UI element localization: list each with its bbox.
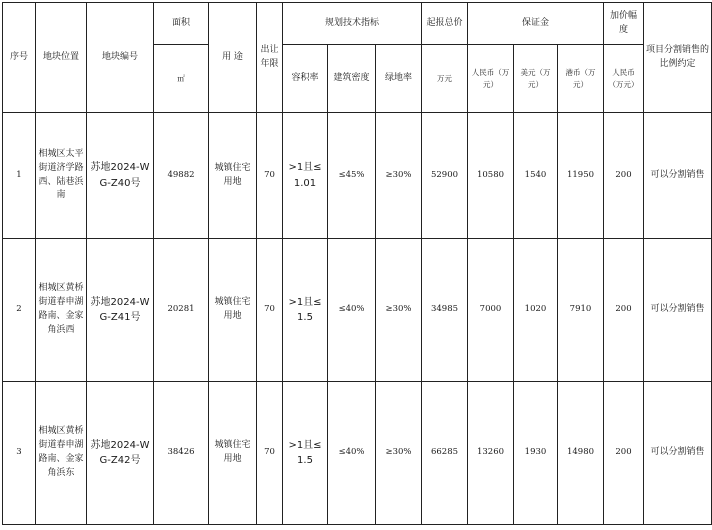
row-density: ≤45% (328, 113, 376, 239)
row-density: ≤40% (328, 239, 376, 382)
row-deposit-hkd: 11950 (558, 113, 604, 239)
header-row-1 (3, 3, 712, 45)
row-area: 20281 (154, 239, 209, 382)
header-increment: 加价幅度 (604, 3, 644, 45)
row-deposit-rmb: 7000 (468, 239, 514, 382)
row-split-sale: 可以分割销售 (644, 113, 712, 239)
header-tech-indicators: 规划技术指标 (283, 3, 422, 45)
row-parcel-no: 苏地2024-WG-Z42号 (87, 382, 154, 525)
row-term: 70 (257, 113, 283, 239)
header-area-unit: ㎡ (154, 45, 209, 113)
row-term: 70 (257, 382, 283, 525)
row-start-price: 66285 (422, 382, 468, 525)
header-plot-ratio: 容积率 (283, 45, 328, 113)
header-term: 出让年限 (257, 3, 283, 113)
row-deposit-rmb: 13260 (468, 382, 514, 525)
header-area: 面积 (154, 3, 209, 45)
row-increment-rmb: 200 (604, 382, 644, 525)
row-seq: 2 (3, 239, 36, 382)
row-plot-ratio: >1且≤1.5 (283, 239, 328, 382)
header-deposit: 保证金 (468, 3, 604, 45)
row-area: 49882 (154, 113, 209, 239)
row-green-ratio: ≥30% (376, 239, 422, 382)
table-row (3, 239, 712, 382)
header-density: 建筑密度 (328, 45, 376, 113)
header-deposit-hkd: 港币（万元） (558, 45, 604, 113)
header-start-price: 起报总价 (422, 3, 468, 45)
row-term: 70 (257, 239, 283, 382)
header-split-sale: 项目分割销售的比例约定 (644, 3, 712, 113)
row-split-sale: 可以分割销售 (644, 382, 712, 525)
header-price-unit: 万元 (422, 45, 468, 113)
row-parcel-no: 苏地2024-WG-Z40号 (87, 113, 154, 239)
row-plot-ratio: >1且≤1.01 (283, 113, 328, 239)
row-seq: 3 (3, 382, 36, 525)
row-green-ratio: ≥30% (376, 382, 422, 525)
row-increment-rmb: 200 (604, 239, 644, 382)
row-seq: 1 (3, 113, 36, 239)
row-deposit-rmb: 10580 (468, 113, 514, 239)
row-deposit-hkd: 14980 (558, 382, 604, 525)
row-increment-rmb: 200 (604, 113, 644, 239)
row-usage: 城镇住宅用地 (209, 113, 257, 239)
header-green-ratio: 绿地率 (376, 45, 422, 113)
row-split-sale: 可以分割销售 (644, 239, 712, 382)
row-parcel-no: 苏地2024-WG-Z41号 (87, 239, 154, 382)
row-location: 相城区太平街道济学路西、陆巷浜南 (36, 113, 87, 239)
header-usage: 用 途 (209, 3, 257, 113)
row-start-price: 34985 (422, 239, 468, 382)
table-row (3, 382, 712, 525)
header-location: 地块位置 (36, 3, 87, 113)
header-deposit-rmb: 人民币（万元） (468, 45, 514, 113)
row-start-price: 52900 (422, 113, 468, 239)
table-row (3, 113, 712, 239)
row-deposit-usd: 1540 (514, 113, 558, 239)
row-density: ≤40% (328, 382, 376, 525)
row-location: 相城区黄桥街道春申湖路南、金家角浜西 (36, 239, 87, 382)
row-plot-ratio: >1且≤1.5 (283, 382, 328, 525)
row-usage: 城镇住宅用地 (209, 239, 257, 382)
row-location: 相城区黄桥街道春申湖路南、金家角浜东 (36, 382, 87, 525)
row-usage: 城镇住宅用地 (209, 382, 257, 525)
row-deposit-usd: 1020 (514, 239, 558, 382)
row-deposit-hkd: 7910 (558, 239, 604, 382)
header-seq: 序号 (3, 3, 36, 113)
header-deposit-usd: 美元（万元） (514, 45, 558, 113)
row-green-ratio: ≥30% (376, 113, 422, 239)
row-area: 38426 (154, 382, 209, 525)
header-increment-rmb: 人民币（万元） (604, 45, 644, 113)
land-parcel-table (2, 2, 712, 525)
header-parcel-no: 地块编号 (87, 3, 154, 113)
row-deposit-usd: 1930 (514, 382, 558, 525)
